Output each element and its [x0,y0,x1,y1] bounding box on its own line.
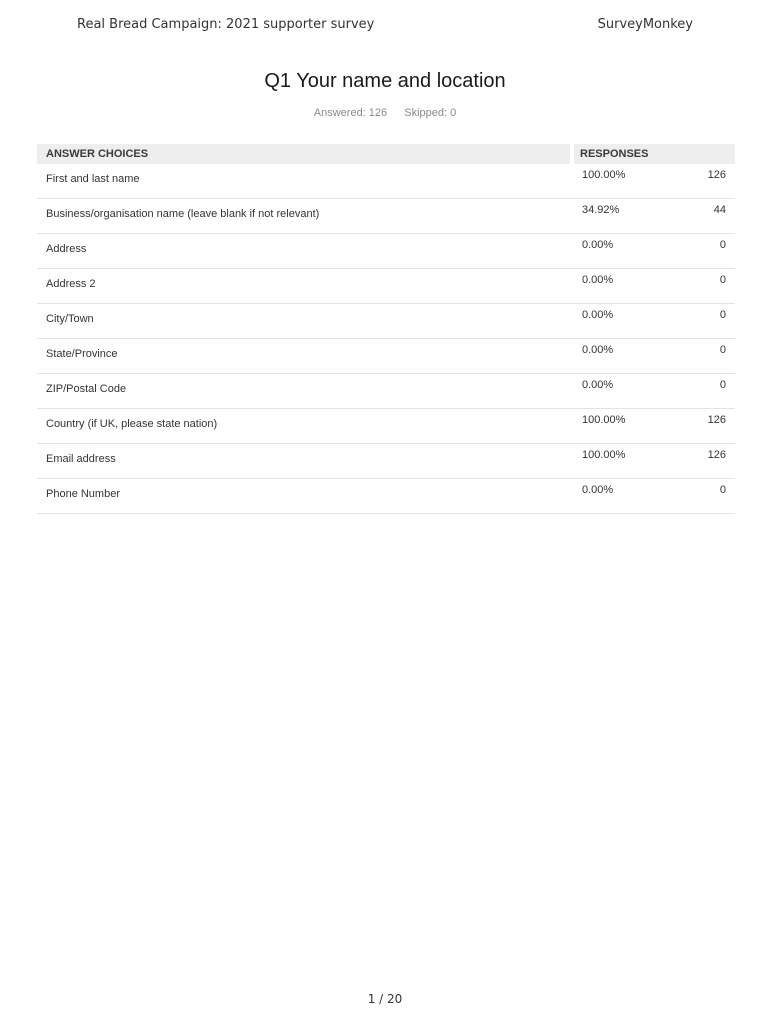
skipped-count: Skipped: 0 [404,107,457,119]
table-row [37,269,735,304]
brand-name: SurveyMonkey [597,17,693,32]
table-row [37,234,735,269]
response-percent: 0.00% [572,304,667,339]
response-count: 126 [667,444,735,479]
table-header-row [37,144,735,164]
response-percent: 100.00% [572,164,667,199]
response-count: 0 [667,339,735,374]
page-number: 1 / 20 [367,992,403,1006]
response-count: 126 [667,409,735,444]
answer-choice: ZIP/Postal Code [37,374,572,409]
response-count: 0 [667,234,735,269]
response-count: 44 [667,199,735,234]
answer-choice: State/Province [37,339,572,374]
response-percent: 0.00% [572,339,667,374]
response-percent: 0.00% [572,374,667,409]
table-row [37,444,735,479]
column-header-answer-choices: ANSWER CHOICES [37,144,572,164]
response-count: 126 [667,164,735,199]
page-header [0,17,770,35]
table-row [37,479,735,514]
table-row [37,199,735,234]
response-percent: 0.00% [572,479,667,514]
response-count: 0 [667,304,735,339]
response-percent: 100.00% [572,444,667,479]
document-title: Real Bread Campaign: 2021 supporter survey [77,17,375,32]
answer-choice: Address 2 [37,269,572,304]
answer-choice: Address [37,234,572,269]
responses-table [37,144,735,514]
answer-choice: First and last name [37,164,572,199]
column-header-responses: RESPONSES [572,144,667,164]
answered-count: Answered: 126 [313,107,388,119]
question-title: Q1 Your name and location [264,70,506,92]
response-percent: 0.00% [572,269,667,304]
response-count: 0 [667,479,735,514]
response-summary [0,107,770,119]
table-row [37,409,735,444]
column-header-count [667,144,735,164]
response-percent: 0.00% [572,234,667,269]
table-row [37,164,735,199]
answer-choice: Business/organisation name (leave blank if not relevant) [37,199,572,234]
table-row [37,304,735,339]
answer-choice: Country (if UK, please state nation) [37,409,572,444]
table-row [37,339,735,374]
response-count: 0 [667,374,735,409]
answer-choice: Phone Number [37,479,572,514]
response-percent: 100.00% [572,409,667,444]
answer-choice: City/Town [37,304,572,339]
response-count: 0 [667,269,735,304]
table-row [37,374,735,409]
answer-choice: Email address [37,444,572,479]
response-percent: 34.92% [572,199,667,234]
